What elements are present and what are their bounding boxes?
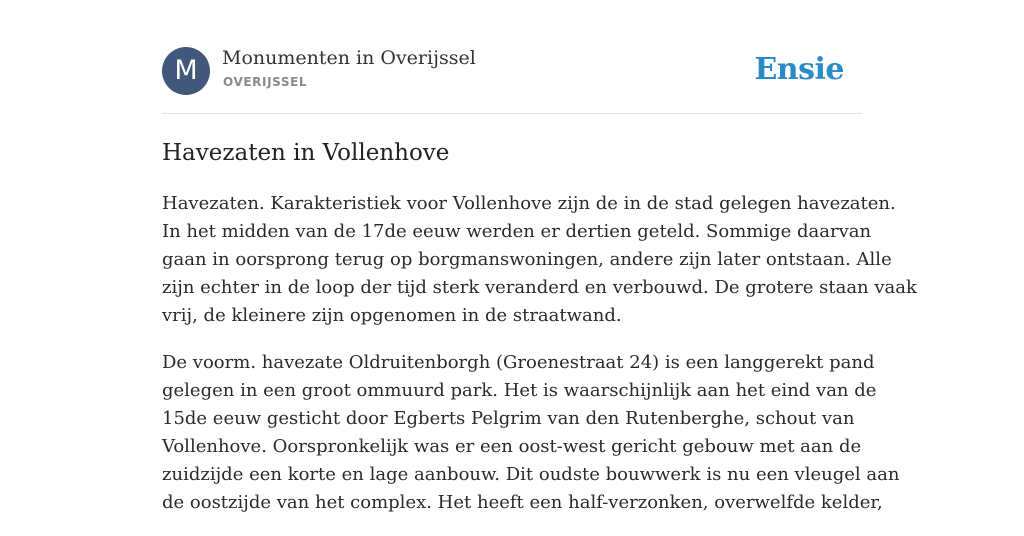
article-body	[162, 190, 917, 536]
text-line: zuidzijde een korte en lage aanbouw. Dit oudste bouwwerk is nu een vleugel aan	[162, 464, 900, 485]
paragraph-2	[162, 349, 900, 517]
site-subtitle[interactable]: OVERIJSSEL	[223, 75, 308, 89]
text-line: zijn echter in de loop der tijd sterk veranderd en verbouwd. De grotere staan vaak	[162, 277, 917, 298]
text-line: de oostzijde van het complex. Het heeft een half-verzonken, overwelfde kelder,	[162, 492, 883, 513]
site-title[interactable]: Monumenten in Overijssel	[222, 47, 476, 69]
text-line: De voorm. havezate Oldruitenborgh (Groenestraat 24) is een langgerekt pand	[162, 352, 875, 373]
article-title: Havezaten in Vollenhove	[162, 140, 450, 166]
text-line: 15de eeuw gesticht door Egberts Pelgrim van den Rutenberghe, schout van	[162, 408, 855, 429]
divider	[162, 113, 862, 114]
paragraph-1	[162, 190, 917, 330]
text-line: Havezaten. Karakteristiek voor Vollenhove zijn de in de stad gelegen havezaten.	[162, 193, 896, 214]
text-line: vrij, de kleinere zijn opgenomen in de straatwand.	[162, 305, 622, 326]
text-line: Vollenhove. Oorspronkelijk was er een oost-west gericht gebouw met aan de	[162, 436, 862, 457]
text-line: gaan in oorsprong terug op borgmanswoningen, andere zijn later ontstaan. Alle	[162, 249, 892, 270]
avatar[interactable]: M	[162, 47, 210, 95]
brand-logo[interactable]: Ensie	[754, 52, 844, 87]
text-line: gelegen in een groot ommuurd park. Het is waarschijnlijk aan het eind van de	[162, 380, 877, 401]
text-line: In het midden van de 17de eeuw werden er dertien geteld. Sommige daarvan	[162, 221, 872, 242]
header	[162, 46, 862, 96]
